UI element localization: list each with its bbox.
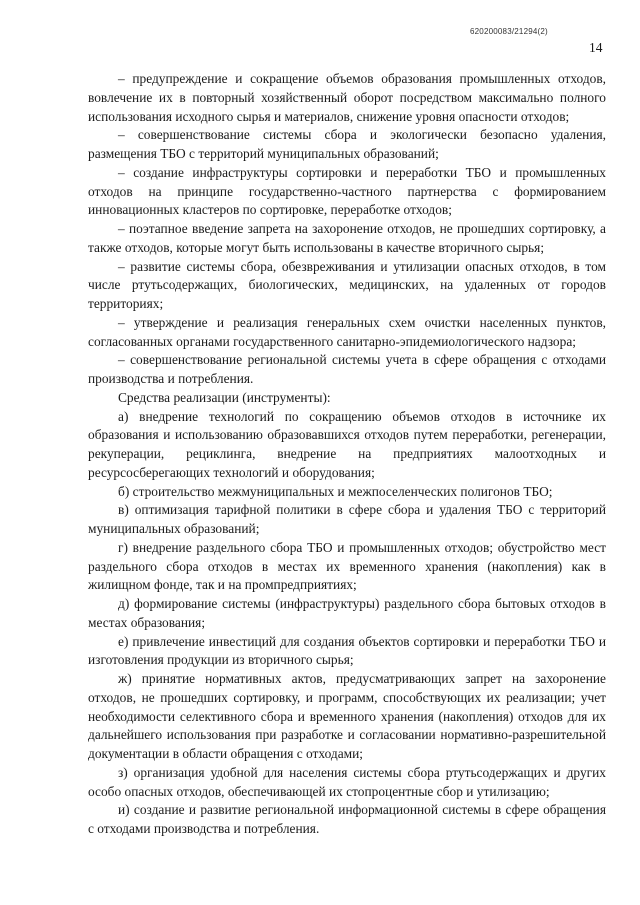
section-heading: Средства реализации (инструменты):: [118, 389, 331, 405]
page-number: 14: [589, 40, 603, 55]
paragraph: – совершенствование региональной системы учета в сфере обращения с отходами производства и потребления.: [88, 352, 606, 386]
document-id: 620200083/21294(2): [470, 27, 548, 36]
list-item: з) организация удобной для населения системы сбора ртутьсодержащих и других особо опасных отходов, обеспечивающей их стопроцентные сбор и утилизацию;: [88, 764, 606, 799]
paragraph: – утверждение и реализация генеральных схем очистки населенных пунктов, согласованных органами государственного санитарно-эпидемиологического надзора;: [88, 314, 606, 349]
list-item: а) внедрение технологий по сокращению объемов отходов в источнике их образования и использованию образовавшихся отходов путем переработки, регенерации, рекуперации, рециклинга, внедрение на предприятиях малоотходных и ресурсосберегающих технологий и оборудования;: [88, 408, 606, 480]
list-item: д) формирование системы (инфраструктуры) раздельного сбора бытовых отходов в местах образования;: [88, 596, 606, 630]
paragraph: – развитие системы сбора, обезвреживания и утилизации опасных отходов, в том числе ртутьсодержащих, биологических, медицинских, на удаленных от городов территориях;: [88, 258, 606, 311]
list-item: и) создание и развитие региональной информационной системы в сфере обращения с отходами производства и потребления.: [88, 802, 606, 836]
paragraph: – предупреждение и сокращение объемов образования промышленных отходов, вовлечение их в повторный хозяйственный оборот посредством максимально полного использования исходного сырья и материалов, снижение уровня опасности отходов;: [88, 71, 606, 124]
list-item: б) строительство межмуниципальных и межпоселенческих полигонов ТБО;: [118, 483, 553, 499]
list-item: в) оптимизация тарифной политики в сфере сбора и удаления ТБО с территорий муниципальных образований;: [88, 502, 606, 536]
list-item: ж) принятие нормативных актов, предусматривающих запрет на захоронение отходов, не прошедших сортировку, и программ, способствующих их реализации; учет необходимости селективного сбора и временного хранения (накопления) отходов для их дальнейшего использования при разработке и согласовании нормативно-разрешительной документации в области обращения с отходами;: [88, 671, 606, 761]
body-text: [88, 70, 606, 839]
list-item: г) внедрение раздельного сбора ТБО и промышленных отходов; обустройство мест раздельного сбора отходов в местах их временного хранения (накопления) как в жилищном фонде, так и на промпредприятиях;: [88, 539, 606, 593]
paragraph: – создание инфраструктуры сортировки и переработки ТБО и промышленных отходов на принципе государственно-частного партнерства с формированием инновационных кластеров по сортировке, переработке отходов;: [88, 164, 606, 218]
list-item: е) привлечение инвестиций для создания объектов сортировки и переработки ТБО и изготовления продукции из вторичного сырья;: [88, 633, 606, 668]
paragraph: – совершенствование системы сбора и экологически безопасно удаления, размещения ТБО с территорий муниципальных образований;: [88, 127, 606, 161]
paragraph: – поэтапное введение запрета на захоронение отходов, не прошедших сортировку, а также отходов, которые могут быть использованы в качестве вторичного сырья;: [88, 221, 606, 255]
